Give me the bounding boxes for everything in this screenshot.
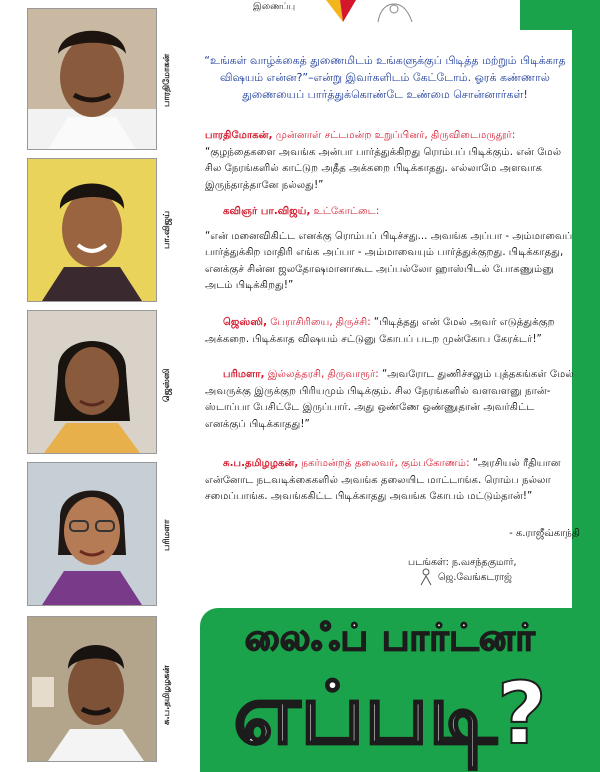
credits-line-1: படங்கள்: ந.வசந்தகுமார், [408, 557, 517, 568]
entry-parimala [205, 367, 577, 433]
person-quote: “என் மனைவிகிட்ட எனக்கு ரொம்பப் பிடிச்சது... அவங்க அப்பா - அம்மாவைப் பார்த்துக்கிற மாதிரி எங்க அப்பா - அம்மாவையும் பார்த்துக்குறது. பிடிக்காதது, எனக்குச் சின்ன ஜலதோஷமானாகூட அப்பல்லோ ஹாஸ்பிடல் போகணும்னு அடம் பிடிக்கிறது!” [205, 230, 573, 291]
entry-tamizhazhagan [205, 456, 577, 506]
photo-tamizhazhagan [27, 616, 157, 762]
credits-line-2: ஜெ.வேங்கடராஜ் [438, 572, 512, 583]
caption-bharathimohan: பாரதிமோகன் [162, 53, 172, 107]
person-name: பாரதிமோகன், [205, 130, 273, 141]
title-line-1: லைஃப் பார்ட்னர் [244, 616, 536, 659]
caption-tamizhazhagan: சு.ப.தமிழழகன் [162, 665, 172, 725]
person-quote: “அவரோட துணிச்சலும் புத்தகங்கள் மேல் அவருக்கு இருக்குற பிரியமும் பிடிக்கும். சில நேரங்களில் வளவளனு நான்-ஸ்டாப்பா பேசிட்டே இருப்பார். அது ஒண்ணே ஒண்ணுதான் அவர்கிட்ட எனக்குப் பிடிக்காதது!” [205, 369, 574, 430]
person-role: இல்லத்தரசி, திருவாரூர்: [264, 369, 379, 380]
caption-jessy: ஜெஸ்ஸி [162, 368, 172, 402]
person-role: பேராசிரியை, திருச்சி: [267, 317, 371, 328]
magazine-brand [234, 0, 364, 24]
photo-parimala [27, 462, 157, 606]
camera-person-icon [418, 568, 434, 586]
author-byline: - க.ராஜீவ்காந்தி [509, 528, 580, 539]
green-corner [520, 0, 600, 30]
entry-bharathimohan [205, 128, 577, 194]
credits-line-2-wrap [408, 570, 580, 585]
title-line-2: எப்படி? [233, 664, 547, 764]
brand-text: இணைப்பு [252, 2, 296, 12]
photo-bharathimohan [27, 8, 157, 150]
person-name: சு.ப.தமிழழகன், [223, 458, 299, 469]
person-role: நகர்மன்றத் தலைவர், கும்பகோணம்: [298, 458, 470, 469]
person-role: உட்கோட்டை: [310, 206, 380, 217]
photo-pa-vijay [27, 158, 157, 302]
photo-jessy [27, 310, 157, 454]
sketch-illustration-icon [372, 0, 418, 24]
person-name: கவிஞர் பா.விஜய், [223, 206, 311, 217]
person-quote: “பிடித்தது என் மேல் அவர் எடுத்துக்குற அக்கறை. பிடிக்காத விஷயம் சட்டுனு கோபப் படற முன்கோப கேரக்டர்!” [205, 317, 555, 345]
photo-credits [408, 555, 580, 585]
person-name: பரிமளா, [223, 369, 265, 380]
person-quote: “குழந்தைகளை அவங்க அன்பா பார்த்துக்கிறது ரொம்பப் பிடிக்கும். என் மேல் சில நேரங்களில் காட்டுற அதீத அக்கறை பிடிக்காதது. எல்லாமே அளவாக இருந்தாத்தானே நல்லது!” [205, 146, 562, 191]
entry-jessy [205, 315, 577, 348]
title-block [200, 608, 600, 772]
brand-logo-icon [326, 0, 360, 22]
caption-pa-vijay: பா.விஜய் [162, 210, 172, 250]
caption-parimala: பரிமளா [162, 519, 172, 551]
entry-pa-vijay [205, 204, 577, 295]
person-quote: “அரசியல் ரீதியான என்னோட நடவடிக்கைகளில் அவங்க தலையிட மாட்டாங்க. ரொம்ப நல்லா சமைப்பாங்க. அவங்ககிட்ட பிடிக்காதது அவங்க கோபம் மட்டும்தான்!” [205, 458, 561, 502]
person-role: முன்னாள் சட்டமன்ற உறுப்பினர், திருவிடைமருதூர்: [272, 130, 516, 141]
person-name: ஜெஸ்ஸி, [223, 317, 268, 328]
intro-text: “உங்கள் வாழ்க்கைத் துணைமிடம் உங்களுக்குப் பிடித்த மற்றும் பிடிக்காத விஷயம் என்ன?”–என்று இவர்களிடம் கேட்டோம். ஓரக் கண்ணால் துணையைப் பார்த்துக்கொண்டே உண்மை சொன்னார்கள்! [204, 54, 566, 101]
